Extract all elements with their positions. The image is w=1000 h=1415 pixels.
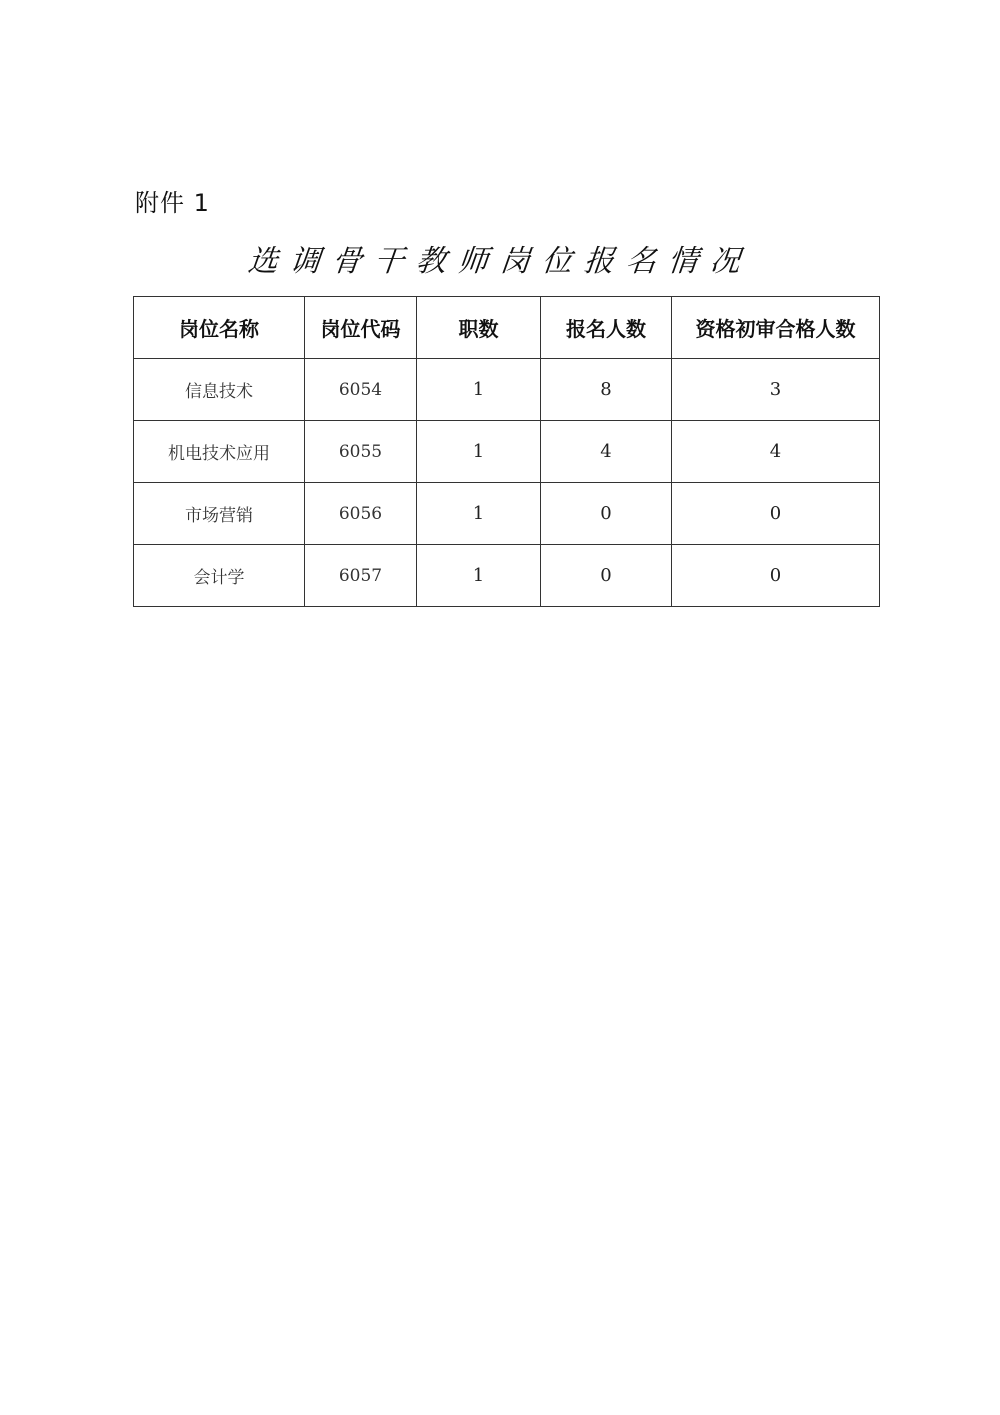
header-position-name: 岗位名称 (134, 297, 305, 359)
cell-position-code: 6054 (305, 359, 417, 421)
header-applicants: 报名人数 (541, 297, 672, 359)
cell-quota: 1 (417, 359, 541, 421)
document-title: 选调骨干教师岗位报名情况 (246, 244, 754, 279)
cell-position-code: 6055 (305, 421, 417, 483)
table-row (134, 545, 880, 607)
cell-position-name: 信息技术 (134, 359, 305, 421)
cell-quota: 1 (417, 545, 541, 607)
attachment-label: 附件 1 (135, 189, 210, 217)
cell-applicants: 4 (541, 421, 672, 483)
cell-qualified: 4 (672, 421, 880, 483)
header-qualified: 资格初审合格人数 (672, 297, 880, 359)
cell-quota: 1 (417, 483, 541, 545)
cell-qualified: 0 (672, 483, 880, 545)
header-quota: 职数 (417, 297, 541, 359)
cell-applicants: 0 (541, 545, 672, 607)
table-row (134, 483, 880, 545)
cell-position-code: 6057 (305, 545, 417, 607)
table-row (134, 421, 880, 483)
cell-position-name: 市场营销 (134, 483, 305, 545)
cell-position-name: 机电技术应用 (134, 421, 305, 483)
cell-position-name: 会计学 (134, 545, 305, 607)
position-registration-table (133, 296, 880, 607)
cell-qualified: 3 (672, 359, 880, 421)
cell-quota: 1 (417, 421, 541, 483)
cell-qualified: 0 (672, 545, 880, 607)
table-row (134, 359, 880, 421)
cell-position-code: 6056 (305, 483, 417, 545)
table-header-row (134, 297, 880, 359)
cell-applicants: 0 (541, 483, 672, 545)
header-position-code: 岗位代码 (305, 297, 417, 359)
cell-applicants: 8 (541, 359, 672, 421)
